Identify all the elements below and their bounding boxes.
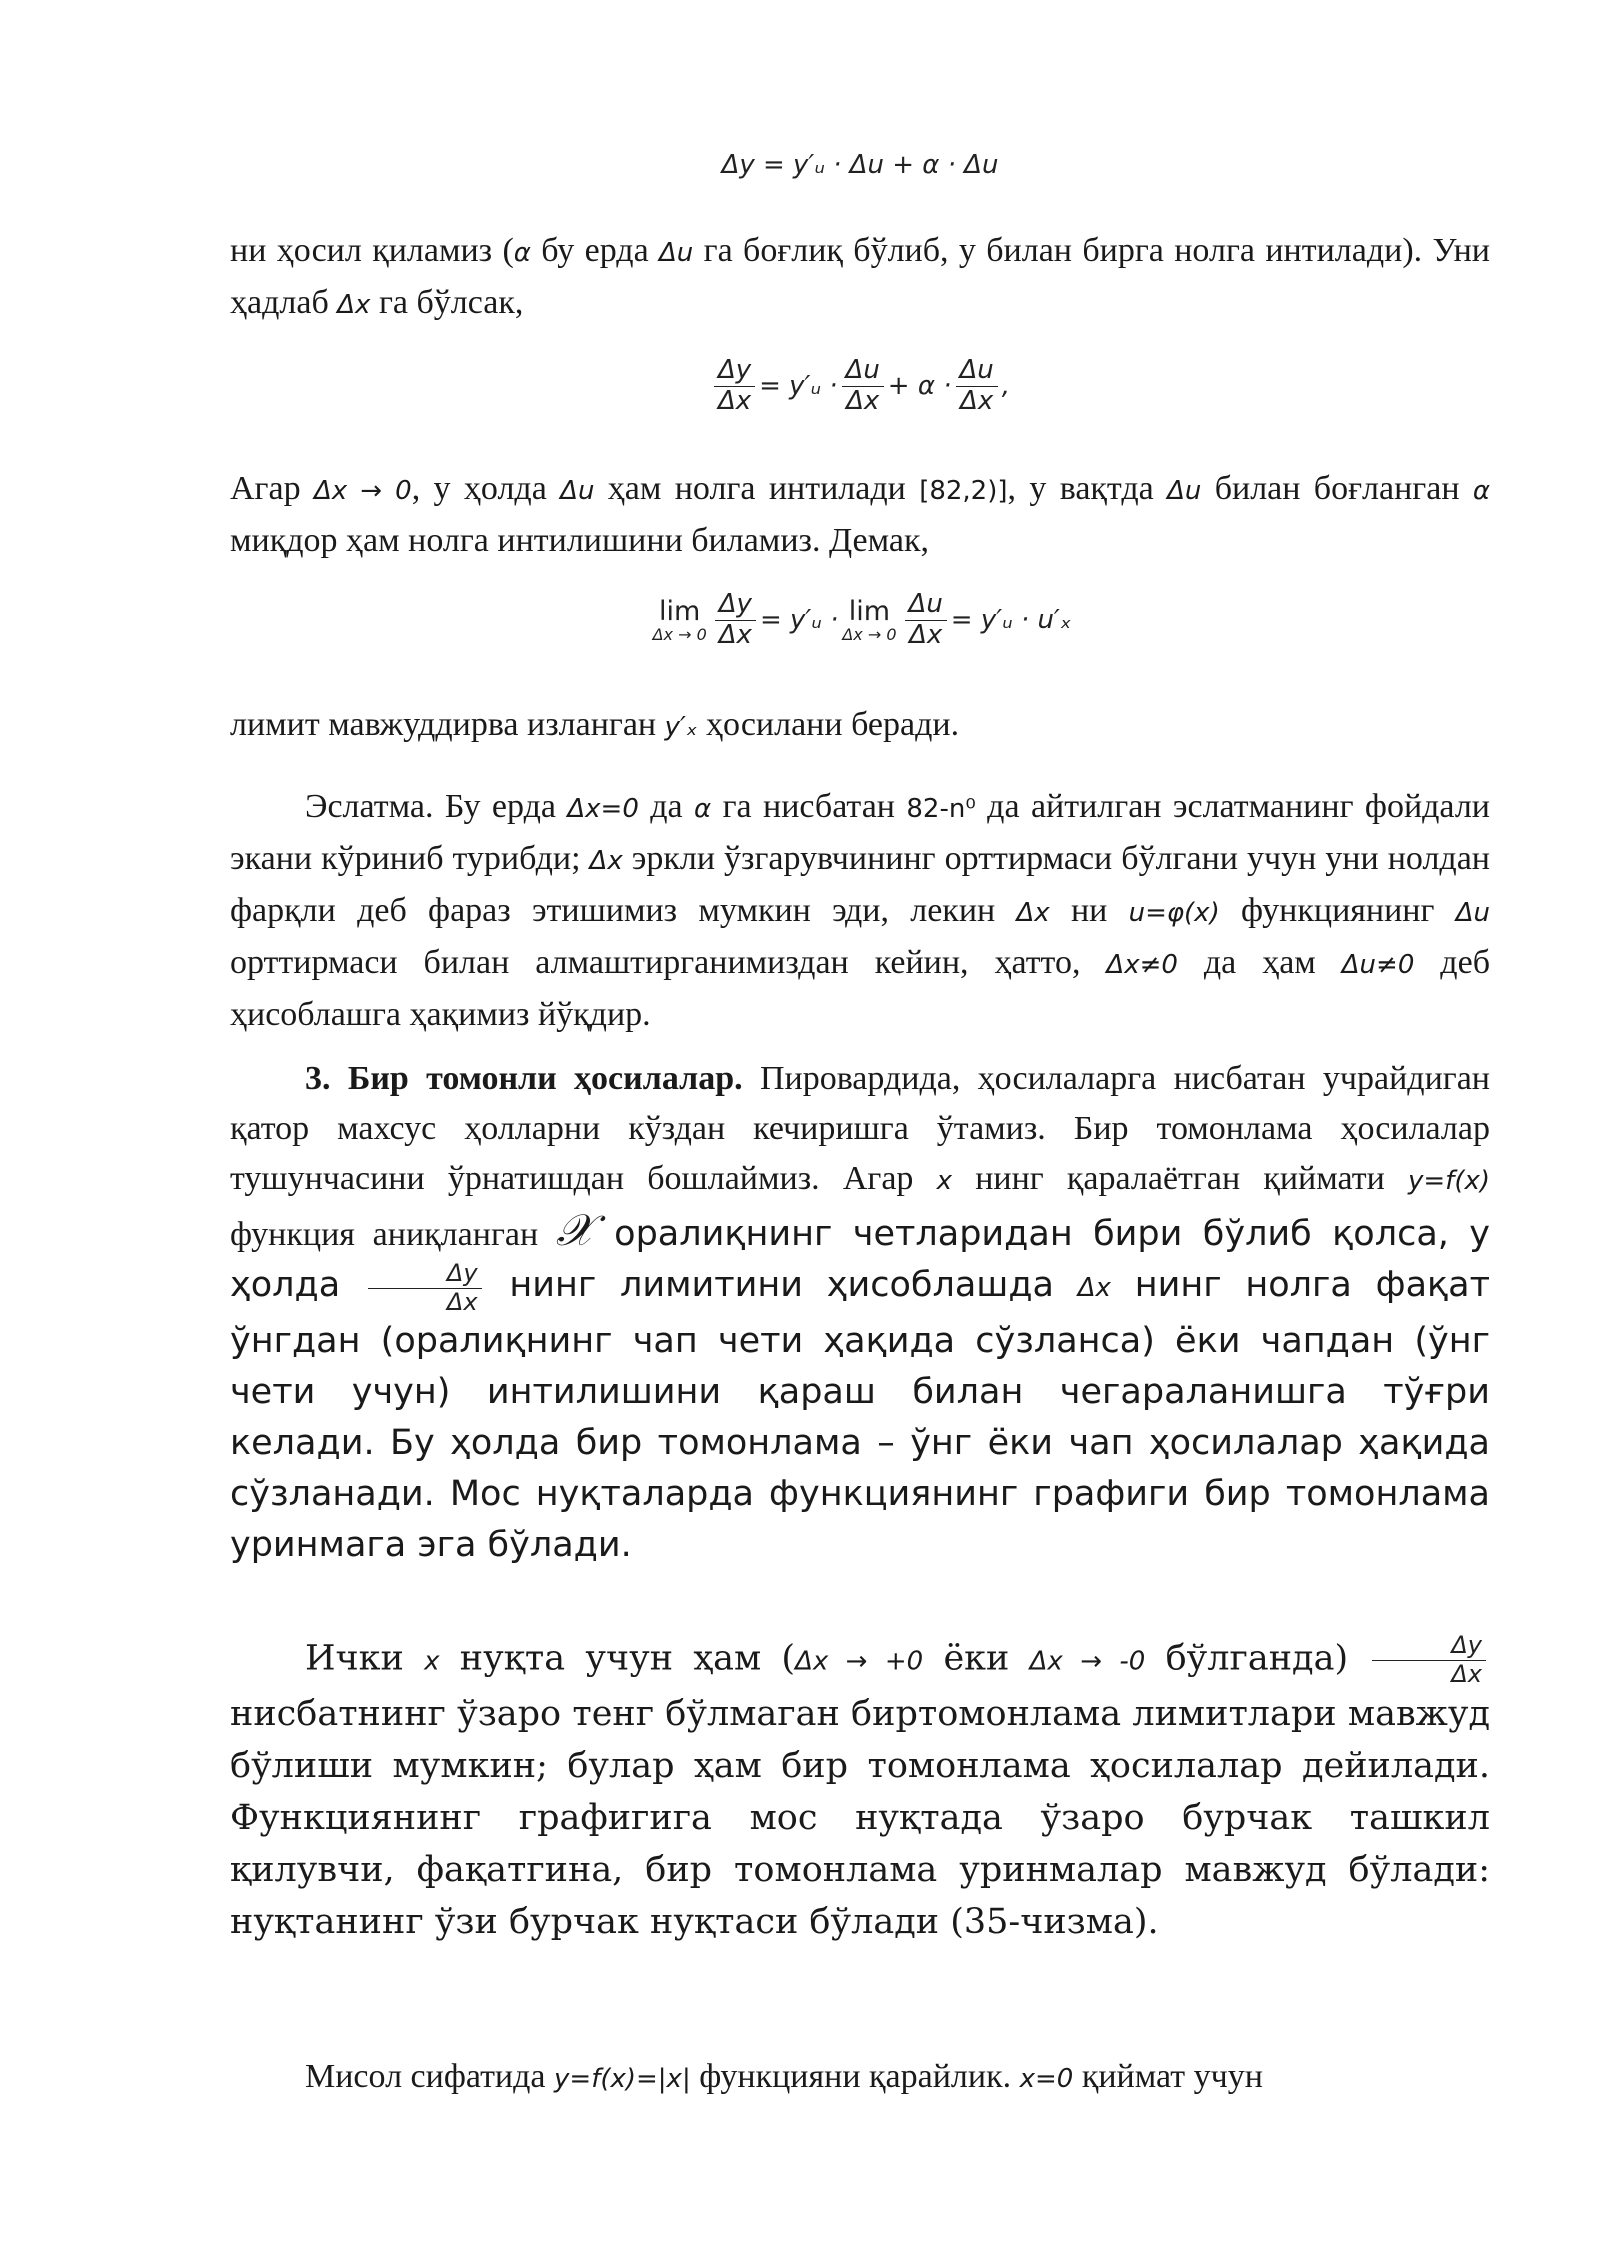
p6-text-3: ёки: [923, 1638, 1030, 1679]
p5-fraction: [368, 1260, 482, 1316]
p4-text-3: га нисбатан: [711, 788, 907, 825]
paragraph-6: [230, 1632, 1490, 1948]
p4-math-4: Δx: [589, 846, 623, 876]
p2-reference: [82,2)]: [919, 476, 1008, 506]
p5-text-6: нинг нолга фақат ўнгдан (оралиқнинг чап чети ҳақида сўзланса) ёки чапдан (ўнг чети учун) интилишини қараш билан чегараланишга тўғри келади. Бу ҳолда бир томонлама – ўнг ёки чап ҳосилалар ҳақида сўзланади. Мос нуқталарда функциянинг графиги бир томонлама уринмага эга бўлади.: [230, 1265, 1490, 1566]
p7-text-2: функцияни қарайлик.: [690, 2058, 1020, 2095]
p6-math-2: Δx → +0: [795, 1646, 924, 1677]
p6-text-4: бўлганда): [1145, 1638, 1369, 1679]
paragraph-section-3: [230, 1054, 1490, 1571]
p3-text-2: ҳосилани беради.: [697, 706, 960, 743]
p6-text-1: Ички: [305, 1638, 425, 1679]
equation-2: [230, 356, 1490, 417]
p5-text-1: Пировардида, ҳосилаларга нисбатан учрайдиган қатор махсус ҳолларни кўздан кечиришга ўтамиз. Бир томонлама ҳосилалар тушунчасини ўрнатишдан бошлаймиз. Агар: [230, 1060, 1490, 1197]
eq2-f1-numerator: Δy: [714, 356, 755, 387]
p6-text-2: нуқта учун ҳам (: [439, 1638, 796, 1679]
p7-text-1: Мисол сифатида: [305, 2058, 555, 2095]
p5-f-denominator: Δx: [446, 1287, 478, 1316]
eq3-f1-numerator: Δy: [715, 590, 756, 621]
p1-math-alpha: α: [513, 238, 531, 268]
p2-text-1: Агар: [230, 470, 314, 507]
p5-math-interval: 𝒳: [555, 1205, 594, 1256]
p2-text-2: , у ҳолда: [411, 470, 561, 507]
eq2-plus: + α ·: [887, 370, 952, 401]
paragraph-2: [230, 464, 1490, 565]
p5-f-numerator: Δy: [368, 1260, 482, 1289]
eq3-limit-1: [653, 597, 707, 644]
eq3-lim-sub-1: Δx → 0: [652, 625, 707, 645]
p4-text-4: да айтилган эслатманинг фойдали экани кўриниб турибди;: [230, 788, 1490, 877]
p4-text-9: да ҳам: [1177, 944, 1342, 981]
eq2-middle: = y′ᵤ ·: [759, 370, 838, 401]
p1-math-delta-u: Δu: [659, 238, 694, 268]
p7-math-1: y=f(x)=|x|: [554, 2064, 691, 2094]
p4-math-3: 82-n⁰: [906, 794, 976, 824]
p4-text-5: эркли ўзгарувчининг орттирмаси бўлгани учун уни нолдан фарқли деб фараз этишимиз мумкин эди, лекин: [230, 840, 1490, 929]
p4-text-10: деб ҳисоблашга ҳақимиз йўқдир.: [230, 944, 1490, 1033]
p4-math-7: Δu: [1455, 898, 1490, 928]
eq2-fraction-3: [956, 356, 998, 417]
paragraph-7: [230, 2052, 1490, 2104]
p7-text-3: қиймат учун: [1073, 2058, 1263, 2095]
document-page: [230, 0, 1490, 2262]
p6-math-1: x: [424, 1646, 440, 1677]
p5-math-2: y=f(x): [1408, 1166, 1490, 1196]
paragraph-note: [230, 782, 1490, 1039]
p5-text-5: нинг лимитини ҳисоблашда: [485, 1265, 1078, 1305]
p1-text-3: га боғлиқ бўлиб, у билан бирга нолга интилади). Уни ҳадлаб: [230, 232, 1490, 321]
p2-math-1: Δx → 0: [313, 476, 412, 506]
p2-text-5: билан боғланган: [1201, 470, 1473, 507]
equation-1: Δy = y′ᵤ · Δu + α · Δu: [721, 150, 999, 180]
p4-text-7: функциянинг: [1219, 892, 1456, 929]
section-heading: 3. Бир томонли ҳосилалар.: [305, 1060, 743, 1097]
equation-3: [230, 590, 1490, 651]
p6-math-3: Δx → -0: [1029, 1646, 1146, 1677]
p1-text-4: га бўлсак,: [370, 284, 524, 321]
eq3-end: = y′ᵤ · u′ₓ: [950, 604, 1072, 635]
p2-math-4: Δu: [1167, 476, 1202, 506]
eq3-lim-2: lim: [848, 595, 891, 627]
p5-text-4: оралиқнинг четларидан бири бўлиб қолса, у ҳолда: [230, 1214, 1490, 1305]
p4-math-1: Δx=0: [567, 794, 639, 824]
p1-math-delta-x: Δx: [337, 290, 371, 320]
p4-math-8: Δx≠0: [1106, 950, 1178, 980]
p1-text-2: бу ерда: [530, 232, 660, 269]
eq2-f3-denominator: Δx: [960, 385, 994, 416]
eq3-f2-numerator: Δu: [905, 590, 947, 621]
paragraph-3: [230, 700, 1490, 752]
eq3-limit-2: [842, 597, 896, 644]
p2-text-3: ҳам нолга интилади: [594, 470, 920, 507]
paragraph-1: [230, 226, 1490, 330]
p4-math-9: Δu≠0: [1341, 950, 1415, 980]
p6-f-denominator: Δx: [1451, 1659, 1482, 1688]
p2-text-6: миқдор ҳам нолга интилишини биламиз. Демак,: [230, 522, 930, 559]
p7-math-2: x=0: [1019, 2064, 1074, 2094]
eq3-fraction-2: [905, 590, 947, 651]
p4-text-1: Эслатма. Бу ерда: [305, 788, 568, 825]
eq2-f2-numerator: Δu: [842, 356, 884, 387]
eq2-end: ,: [1001, 370, 1011, 401]
p5-text-2: нинг қаралаётган қиймати: [952, 1160, 1408, 1197]
eq2-f3-numerator: Δu: [956, 356, 998, 387]
p2-math-2: Δu: [560, 476, 595, 506]
eq2-f1-denominator: Δx: [717, 385, 752, 416]
p3-text-1: лимит мавжуддирва изланган: [230, 706, 665, 743]
p4-math-5: Δx: [1016, 898, 1050, 928]
eq2-fraction-1: [714, 356, 755, 417]
eq3-f1-denominator: Δx: [718, 619, 752, 650]
p6-f-numerator: Δy: [1372, 1632, 1486, 1661]
p5-text-3: функция аниқланган: [230, 1216, 556, 1253]
p3-math-1: y′ₓ: [664, 712, 698, 742]
eq3-lim-1: lim: [659, 595, 701, 627]
p4-math-6: u=φ(x): [1128, 898, 1220, 928]
p4-text-2: да: [638, 788, 695, 825]
eq2-fraction-2: [842, 356, 884, 417]
p4-text-8: орттирмаси билан алмаштирганимиздан кейин, ҳатто,: [230, 944, 1107, 981]
p4-text-6: ни: [1049, 892, 1129, 929]
p5-math-1: x: [936, 1166, 952, 1196]
p1-text-1: ни ҳосил қиламиз (: [230, 232, 514, 269]
eq2-f2-denominator: Δx: [846, 385, 880, 416]
eq3-middle: = y′ᵤ ·: [759, 604, 839, 635]
p2-text-4: , у вақтда: [1007, 470, 1168, 507]
p4-math-2: α: [694, 794, 712, 824]
eq3-fraction-1: [715, 590, 756, 651]
eq3-lim-sub-2: Δx → 0: [842, 625, 897, 645]
p2-math-5: α: [1472, 476, 1491, 506]
p5-math-4: Δx: [1077, 1273, 1111, 1303]
eq3-f2-denominator: Δx: [909, 619, 943, 650]
p6-text-5: нисбатнинг ўзаро тенг бўлмаган биртомонлама лимитлари мавжуд бўлиши мумкин; булар ҳам бир томонлама ҳосилалар дейилади. Функциянинг графигига мос нуқтада ўзаро бурчак ташкил қилувчи, фақатгина, бир томонлама уринмалар мавжуд бўлади: нуқтанинг ўзи бурчак нуқтаси бўлади (35-чизма).: [230, 1694, 1490, 1943]
p6-fraction: [1372, 1632, 1486, 1688]
